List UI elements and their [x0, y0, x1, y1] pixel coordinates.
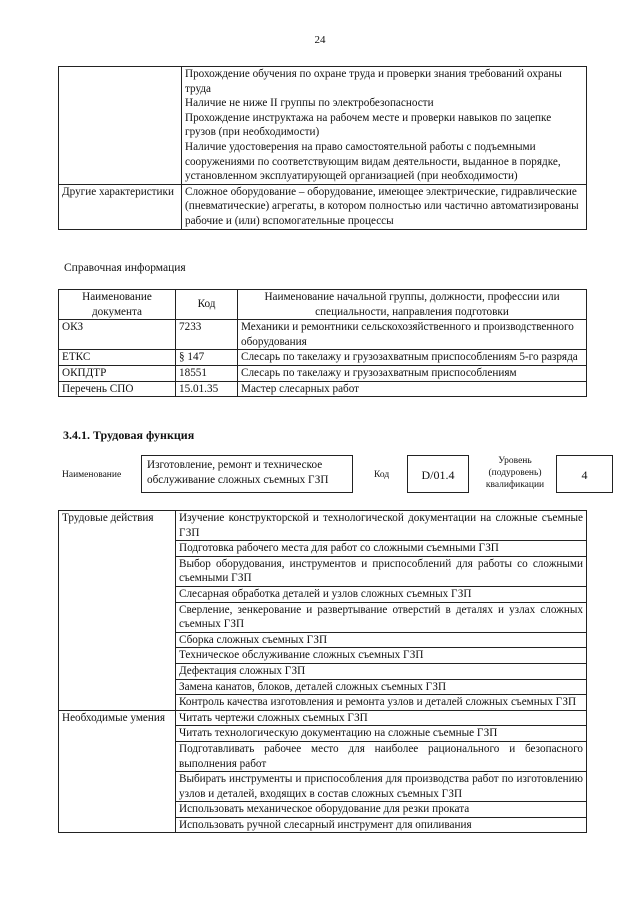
action-item: Контроль качества изготовления и ремонта узлов и деталей сложных съемных ГЗП	[176, 695, 587, 711]
function-level: 4	[556, 455, 613, 493]
action-item: Слесарная обработка деталей и узлов сложных съемных ГЗП	[176, 586, 587, 602]
skill-item: Использовать механическое оборудование для резки проката	[176, 802, 587, 818]
function-name: Изготовление, ремонт и техническое обслуживание сложных съемных ГЗП	[141, 455, 353, 493]
action-item: Сверление, зенкерование и развертывание отверстий в деталях и узлах сложных съемных ГЗП	[176, 602, 587, 632]
actions-label: Трудовые действия	[59, 511, 176, 711]
skill-item: Подготавливать рабочее место для наиболее рационального и безопасного выполнения работ	[176, 741, 587, 771]
table-cell: ЕТКС	[59, 350, 176, 366]
table-row	[59, 381, 587, 397]
action-item: Подготовка рабочего места для работ со сложными съемными ГЗП	[176, 541, 587, 557]
table-cell: Мастер слесарных работ	[238, 381, 587, 397]
table-cell: § 147	[176, 350, 238, 366]
action-item: Изучение конструкторской и технологической документации на сложные съемные ГЗП	[176, 511, 587, 541]
row-label: Другие характеристики	[59, 184, 182, 229]
action-item: Дефектация сложных ГЗП	[176, 663, 587, 679]
actions-skills-table	[58, 510, 587, 833]
table-row	[59, 365, 587, 381]
skill-item: Использовать ручной слесарный инструмент для опиливания	[176, 817, 587, 833]
requirements-table	[58, 66, 587, 230]
skill-item: Выбирать инструменты и приспособления для производства работ по изготовлению узлов и деталей, входящих в состав сложных съемных ГЗП	[176, 772, 587, 802]
code-label: Код	[374, 470, 390, 480]
requirement-line: Наличие удостоверения на право самостоятельной работы с подъемными сооружениями по соответствующим видам деятельности, выданное в порядке, установленном эксплуатирующей организацией (при необходимости)	[185, 140, 561, 183]
page-number: 24	[314, 34, 326, 46]
requirement-line: Прохождение обучения по охране труда и проверки знания требований охраны труда	[185, 68, 562, 95]
table-cell: Слесарь по такелажу и грузозахватным приспособлениям	[238, 365, 587, 381]
table-row	[59, 350, 587, 366]
action-item: Сборка сложных съемных ГЗП	[176, 632, 587, 648]
table-header-row	[59, 290, 587, 320]
table-row	[59, 710, 587, 726]
action-item: Замена канатов, блоков, деталей сложных съемных ГЗП	[176, 679, 587, 695]
table-row	[59, 184, 587, 229]
section-title: 3.4.1. Трудовая функция	[63, 428, 195, 442]
name-label: Наименование	[62, 470, 122, 480]
table-row	[59, 320, 587, 350]
function-header	[58, 453, 618, 501]
skills-label: Необходимые умения	[59, 710, 176, 833]
table-cell: Механики и ремонтники сельскохозяйственного и производственного оборудования	[238, 320, 587, 350]
table-cell: ОКЗ	[59, 320, 176, 350]
action-item: Выбор оборудования, инструментов и приспособлений для работы со сложными съемными ГЗП	[176, 556, 587, 586]
column-header: Наименование начальной группы, должности, профессии или специальности, направления подготовки	[238, 290, 587, 320]
table-cell: 7233	[176, 320, 238, 350]
column-header: Код	[176, 290, 238, 320]
row-label	[59, 67, 182, 185]
requirement-line: Наличие не ниже II группы по электробезопасности	[185, 97, 434, 110]
table-cell: ОКПДТР	[59, 365, 176, 381]
action-item: Техническое обслуживание сложных съемных ГЗП	[176, 648, 587, 664]
column-header: Наименование документа	[59, 290, 176, 320]
skill-item: Читать технологическую документацию на сложные съемные ГЗП	[176, 726, 587, 742]
table-cell: Перечень СПО	[59, 381, 176, 397]
skill-item: Читать чертежи сложных съемных ГЗП	[176, 710, 587, 726]
row-content	[182, 67, 587, 185]
function-code: D/01.4	[407, 455, 469, 493]
table-row	[59, 511, 587, 541]
reference-table	[58, 289, 587, 397]
requirement-line: Прохождение инструктажа на рабочем месте и проверки навыков по зацепке грузов (при необходимости)	[185, 111, 552, 139]
table-cell: 18551	[176, 365, 238, 381]
row-content: Сложное оборудование – оборудование, имеющее электрические, гидравлические (пневматические) агрегаты, в котором полностью или частично автоматизированы рабочие и (или) вспомогательные процессы	[182, 184, 587, 229]
level-label: Уровень (подуровень) квалификации	[485, 456, 545, 490]
table-cell: Слесарь по такелажу и грузозахватным приспособлениям 5-го разряда	[238, 350, 587, 366]
table-row	[59, 67, 587, 185]
table-cell: 15.01.35	[176, 381, 238, 397]
reference-title: Справочная информация	[64, 262, 186, 274]
